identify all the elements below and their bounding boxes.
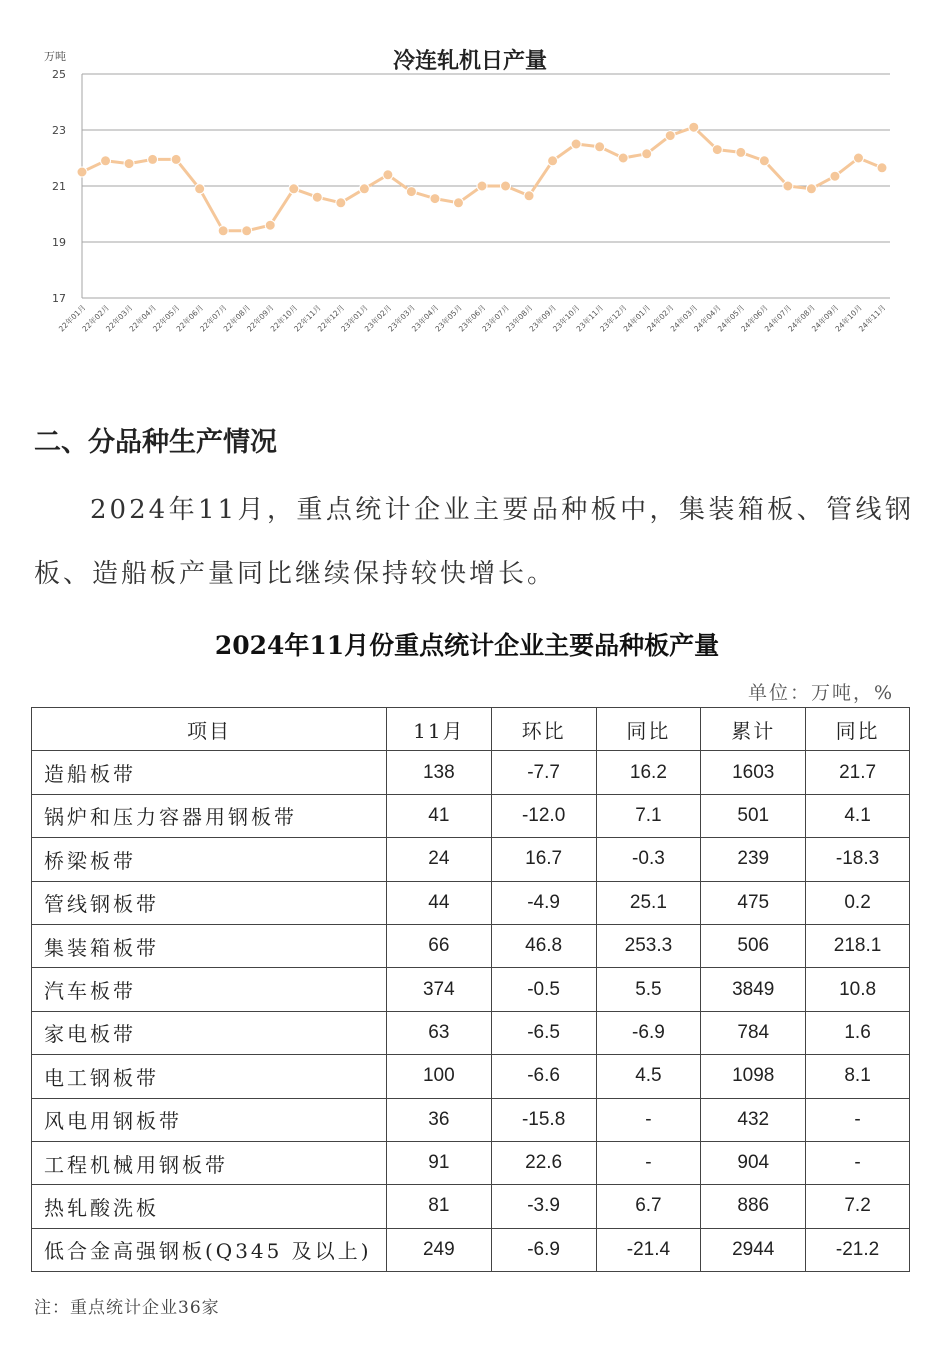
- row-value: 5.5: [596, 968, 701, 1011]
- row-value: -: [806, 1141, 910, 1184]
- x-tick-label: 22年04月: [127, 303, 159, 334]
- x-tick-label: 24年10月: [833, 303, 864, 334]
- row-value: -4.9: [491, 881, 596, 924]
- data-point: [759, 156, 769, 166]
- data-point: [359, 184, 369, 194]
- x-tick-label: 22年01月: [56, 303, 88, 334]
- data-point: [383, 170, 393, 180]
- row-value: -15.8: [491, 1098, 596, 1141]
- row-value: 10.8: [806, 968, 910, 1011]
- x-tick-label: 22年11月: [292, 303, 323, 334]
- row-value: 138: [386, 751, 491, 794]
- x-tick-label: 24年07月: [762, 303, 794, 334]
- x-tick-label: 23年10月: [551, 303, 582, 334]
- data-point: [101, 156, 111, 166]
- row-label: 桥梁板带: [32, 838, 387, 881]
- row-value: -0.5: [491, 968, 596, 1011]
- row-value: 506: [701, 924, 806, 967]
- table-row: [32, 924, 910, 967]
- x-tick-label: 22年08月: [221, 303, 253, 334]
- x-tick-label: 23年04月: [409, 303, 441, 334]
- table-row: [32, 1141, 910, 1184]
- x-tick-label: 23年07月: [480, 303, 511, 334]
- row-label: 风电用钢板带: [32, 1098, 387, 1141]
- data-point: [265, 220, 275, 230]
- row-label: 家电板带: [32, 1011, 387, 1054]
- x-tick-label: 23年12月: [598, 303, 629, 334]
- x-tick-label: 23年02月: [362, 303, 394, 334]
- y-tick-label: 21: [52, 180, 66, 193]
- x-tick-label: 22年02月: [80, 303, 111, 334]
- row-value: 7.2: [806, 1185, 910, 1228]
- row-value: -6.6: [491, 1055, 596, 1098]
- row-value: -6.9: [491, 1228, 596, 1271]
- row-value: 2944: [701, 1228, 806, 1271]
- x-tick-label: 24年02月: [645, 303, 676, 334]
- row-value: -3.9: [491, 1185, 596, 1228]
- row-value: 44: [386, 881, 491, 924]
- x-tick-label: 24年06月: [739, 303, 770, 334]
- row-value: -21.4: [596, 1228, 701, 1271]
- x-tick-label: 23年09月: [527, 303, 559, 334]
- x-tick-label: 23年06月: [456, 303, 488, 334]
- table-row: [32, 1055, 910, 1098]
- row-value: -12.0: [491, 794, 596, 837]
- row-value: 1603: [701, 751, 806, 794]
- x-tick-label: 23年03月: [386, 303, 417, 334]
- section-heading: 二、分品种生产情况: [34, 427, 277, 458]
- x-tick-label: 23年05月: [433, 303, 464, 334]
- row-value: 239: [701, 838, 806, 881]
- row-label: 汽车板带: [32, 968, 387, 1011]
- table-row: [32, 968, 910, 1011]
- row-value: 249: [386, 1228, 491, 1271]
- row-value: 1.6: [806, 1011, 910, 1054]
- varieties-table: [31, 707, 910, 1272]
- table-row: [32, 1185, 910, 1228]
- data-point: [148, 154, 158, 164]
- data-point: [642, 149, 652, 159]
- row-label: 集装箱板带: [32, 924, 387, 967]
- row-value: 91: [386, 1141, 491, 1184]
- row-value: 100: [386, 1055, 491, 1098]
- row-value: 24: [386, 838, 491, 881]
- data-point: [77, 167, 87, 177]
- row-label: 低合金高强钢板(Q345 及以上): [32, 1228, 387, 1271]
- table-header-row: [32, 708, 910, 751]
- table-body: [32, 751, 910, 1272]
- row-label: 工程机械用钢板带: [32, 1141, 387, 1184]
- data-point: [595, 142, 605, 152]
- data-point: [853, 153, 863, 163]
- row-value: 36: [386, 1098, 491, 1141]
- row-value: -: [596, 1141, 701, 1184]
- row-label: 管线钢板带: [32, 881, 387, 924]
- section-paragraph: 2024年11月，重点统计企业主要品种板中，集装箱板、管线钢板、造船板产量同比继续保持较快增长。: [34, 495, 914, 589]
- table-row: [32, 881, 910, 924]
- x-tick-label: 24年08月: [786, 303, 817, 334]
- data-point: [830, 171, 840, 181]
- data-point: [336, 198, 346, 208]
- x-tick-label: 23年11月: [574, 303, 606, 334]
- data-point: [453, 198, 463, 208]
- data-point: [712, 145, 722, 155]
- x-tick-label: 22年09月: [245, 303, 276, 334]
- data-point: [806, 184, 816, 194]
- row-value: 21.7: [806, 751, 910, 794]
- row-value: 475: [701, 881, 806, 924]
- x-tick-label: 23年01月: [339, 303, 370, 334]
- row-value: 432: [701, 1098, 806, 1141]
- data-point: [689, 122, 699, 132]
- row-value: 7.1: [596, 794, 701, 837]
- table-unit: 单位：万吨，%: [747, 682, 894, 704]
- data-point: [618, 153, 628, 163]
- data-point: [501, 181, 511, 191]
- data-point: [665, 131, 675, 141]
- row-value: 253.3: [596, 924, 701, 967]
- x-tick-label: 22年06月: [174, 303, 206, 334]
- x-tick-label: 24年05月: [715, 303, 747, 334]
- row-value: -6.9: [596, 1011, 701, 1054]
- row-label: 热轧酸洗板: [32, 1185, 387, 1228]
- row-label: 电工钢板带: [32, 1055, 387, 1098]
- chart-svg: [0, 0, 934, 380]
- data-point: [571, 139, 581, 149]
- data-point: [548, 156, 558, 166]
- y-tick-label: 19: [52, 236, 66, 249]
- header-month: 11月: [386, 708, 491, 751]
- x-tick-label: 22年03月: [104, 303, 135, 334]
- x-tick-label: 22年10月: [268, 303, 300, 334]
- row-value: 886: [701, 1185, 806, 1228]
- x-tick-label: 24年09月: [809, 303, 841, 334]
- data-point: [171, 154, 181, 164]
- row-value: 501: [701, 794, 806, 837]
- data-point: [783, 181, 793, 191]
- row-value: 3849: [701, 968, 806, 1011]
- table-row: [32, 1098, 910, 1141]
- header-yoy: 同比: [596, 708, 701, 751]
- data-point: [406, 187, 416, 197]
- data-point: [124, 159, 134, 169]
- x-tick-label: 24年03月: [668, 303, 700, 334]
- row-value: 8.1: [806, 1055, 910, 1098]
- row-value: 784: [701, 1011, 806, 1054]
- production-line-chart: [0, 0, 934, 380]
- x-tick-label: 23年08月: [504, 303, 535, 334]
- row-value: 63: [386, 1011, 491, 1054]
- series-line: [82, 127, 882, 231]
- row-value: 904: [701, 1141, 806, 1184]
- row-value: -: [596, 1098, 701, 1141]
- data-point: [477, 181, 487, 191]
- header-cumulative: 累计: [701, 708, 806, 751]
- data-point: [524, 191, 534, 201]
- x-tick-label: 22年12月: [315, 303, 347, 334]
- row-label: 造船板带: [32, 751, 387, 794]
- x-tick-label: 24年11月: [856, 303, 888, 334]
- row-value: -6.5: [491, 1011, 596, 1054]
- row-label: 锅炉和压力容器用钢板带: [32, 794, 387, 837]
- table-note: 注：重点统计企业36家: [34, 1298, 220, 1318]
- row-value: 374: [386, 968, 491, 1011]
- header-mom: 环比: [491, 708, 596, 751]
- row-value: 218.1: [806, 924, 910, 967]
- y-unit-label: 万吨: [44, 50, 66, 63]
- data-point: [877, 163, 887, 173]
- data-point: [195, 184, 205, 194]
- data-point: [242, 226, 252, 236]
- row-value: -18.3: [806, 838, 910, 881]
- table-row: [32, 838, 910, 881]
- data-point: [430, 194, 440, 204]
- row-value: 16.2: [596, 751, 701, 794]
- table-row: [32, 794, 910, 837]
- y-tick-label: 23: [52, 124, 66, 137]
- row-value: 6.7: [596, 1185, 701, 1228]
- x-tick-label: 22年05月: [151, 303, 182, 334]
- row-value: 41: [386, 794, 491, 837]
- row-value: -: [806, 1098, 910, 1141]
- row-value: 25.1: [596, 881, 701, 924]
- x-tick-label: 24年04月: [692, 303, 723, 334]
- table-row: [32, 751, 910, 794]
- row-value: 46.8: [491, 924, 596, 967]
- data-point: [312, 192, 322, 202]
- row-value: 4.1: [806, 794, 910, 837]
- header-item: 项目: [32, 708, 387, 751]
- row-value: -0.3: [596, 838, 701, 881]
- table-title: 2024年11月份重点统计企业主要品种板产量: [214, 631, 720, 660]
- x-tick-label: 24年01月: [621, 303, 653, 334]
- row-value: 66: [386, 924, 491, 967]
- row-value: 1098: [701, 1055, 806, 1098]
- x-tick-label: 22年07月: [198, 303, 229, 334]
- row-value: 81: [386, 1185, 491, 1228]
- table-row: [32, 1228, 910, 1271]
- row-value: 4.5: [596, 1055, 701, 1098]
- y-tick-label: 17: [52, 292, 66, 305]
- table-row: [32, 1011, 910, 1054]
- row-value: 22.6: [491, 1141, 596, 1184]
- header-cumulative-yoy: 同比: [806, 708, 910, 751]
- data-point: [289, 184, 299, 194]
- data-point: [736, 147, 746, 157]
- row-value: 16.7: [491, 838, 596, 881]
- row-value: -7.7: [491, 751, 596, 794]
- data-point: [218, 226, 228, 236]
- row-value: 0.2: [806, 881, 910, 924]
- y-tick-label: 25: [52, 68, 66, 81]
- row-value: -21.2: [806, 1228, 910, 1271]
- chart-title: 冷连轧机日产量: [392, 49, 548, 74]
